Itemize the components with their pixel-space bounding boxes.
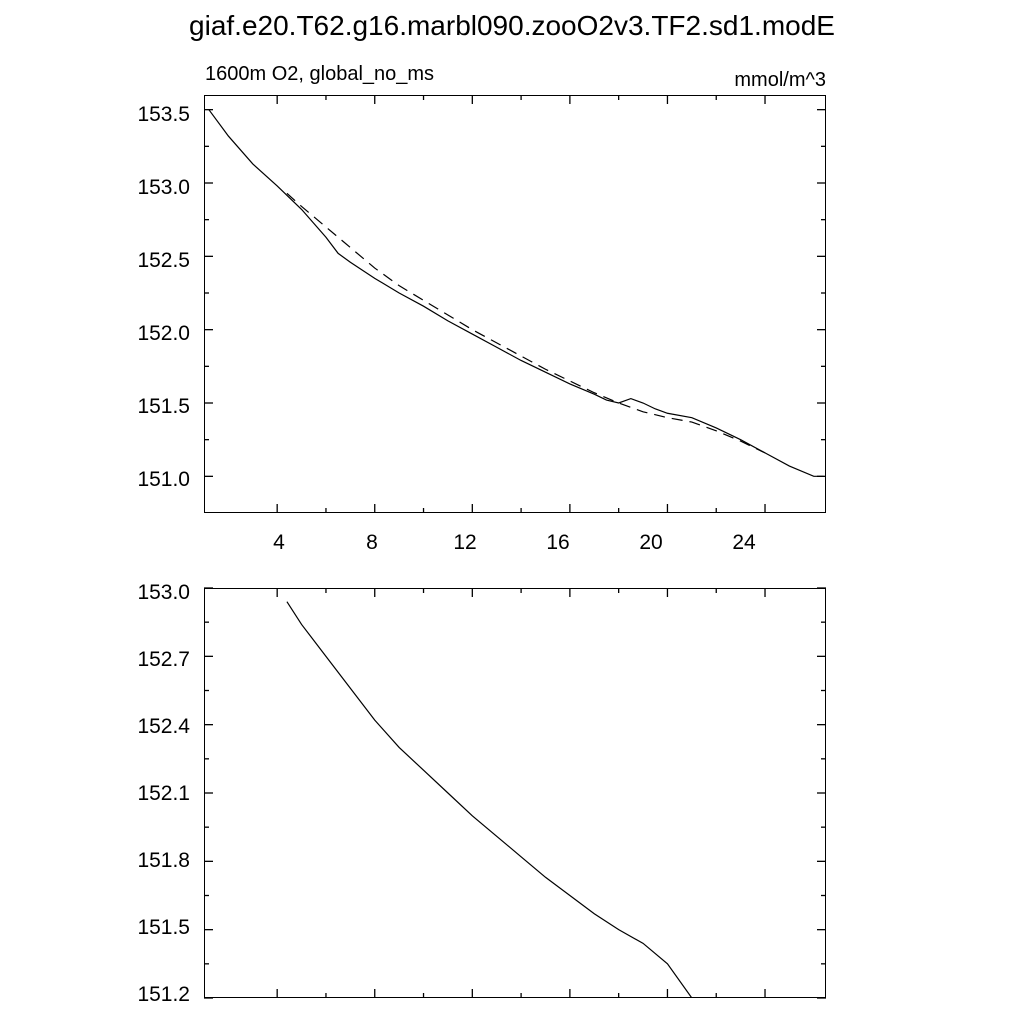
panel1-ytick-1: 153.0 — [137, 176, 190, 199]
panel1-xtick-5: 24 — [732, 531, 756, 554]
panel1-svg — [0, 55, 1024, 555]
chart-panel-top — [0, 55, 1024, 555]
panel1-xtick-1: 8 — [366, 531, 378, 554]
panel1-ytick-0: 153.5 — [137, 103, 190, 126]
panel1-ytick-3: 152.0 — [137, 322, 190, 345]
panel1-ytick-4: 151.5 — [137, 395, 190, 418]
panel2-ytick-2: 152.4 — [137, 715, 190, 738]
panel1-subtitle-left: 1600m O2, global_no_ms — [205, 63, 435, 85]
panel2-svg — [0, 560, 1024, 1024]
panel2-ytick-3: 152.1 — [137, 782, 190, 805]
panel1-xtick-2: 12 — [453, 531, 477, 554]
page-title: giaf.e20.T62.g16.marbl090.zooO2v3.TF2.sd1.modE — [189, 10, 835, 41]
panel1-xtick-4: 20 — [639, 531, 663, 554]
panel2-ytick-6: 151.2 — [137, 983, 190, 1006]
panel1-units-label: mmol/m^3 — [734, 69, 826, 91]
chart-panel-bottom — [0, 560, 1024, 1024]
data-series-solid — [209, 110, 824, 477]
panel2-ytick-5: 151.5 — [137, 916, 190, 939]
panel1-xtick-0: 4 — [273, 531, 285, 554]
panel1-ytick-2: 152.5 — [137, 249, 190, 272]
data-series-dashed — [287, 193, 765, 453]
data-series-solid — [287, 602, 692, 998]
panel1-xtick-3: 16 — [546, 531, 570, 554]
panel2-ytick-1: 152.7 — [137, 648, 190, 671]
panel2-ytick-4: 151.8 — [137, 849, 190, 872]
panel2-ytick-0: 153.0 — [137, 581, 190, 604]
panel1-ytick-5: 151.0 — [137, 468, 190, 491]
